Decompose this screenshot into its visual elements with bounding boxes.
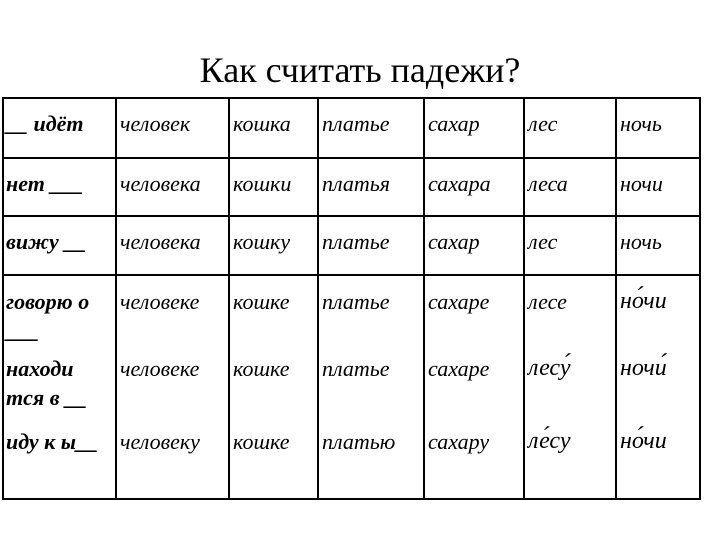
table-cell: ночь [616,98,700,158]
table-cell: платью [318,418,424,499]
table-cell: лес [524,98,616,158]
table-cell: человеке [116,275,229,345]
table-cell: человеке [116,345,229,418]
table-cell: ночи [616,158,700,216]
table-cell: платье [318,216,424,275]
table-cell: кошку [229,216,318,275]
table-cell: сахаре [424,345,524,418]
table-cell: платья [318,158,424,216]
slide-title: Как считать падежи? [199,50,521,90]
table-cell: кошке [229,275,318,345]
table-cell: но́чи [616,275,700,345]
table-cell: сахар [424,98,524,158]
table-cell: человек [116,98,229,158]
case-question: нет ___ [3,158,116,216]
table-cell: лесе [524,275,616,345]
table-cell: лес [524,216,616,275]
table-cell: ночи́ [616,345,700,418]
table-row [3,158,700,216]
table-cell: человеку [116,418,229,499]
table-cell: сахара [424,158,524,216]
table-row [3,275,700,345]
table-cell: человека [116,216,229,275]
table-cell: кошка [229,98,318,158]
table-row [3,418,700,499]
case-question: говорю о ___ [3,275,116,345]
table-cell: лесу́ [524,345,616,418]
table-row [3,345,700,418]
cases-table [2,97,701,500]
table-cell: сахару [424,418,524,499]
table-cell: платье [318,98,424,158]
table-row [3,216,700,275]
table-cell: сахаре [424,275,524,345]
table-row [3,98,700,158]
table-cell: кошки [229,158,318,216]
table-cell: сахар [424,216,524,275]
table-cell: человека [116,158,229,216]
table-cell: платье [318,345,424,418]
table-cell: ле́су [524,418,616,499]
table-cell: кошке [229,345,318,418]
case-question: иду к ы__ [3,418,116,499]
case-question: вижу __ [3,216,116,275]
case-question: __ идёт [3,98,116,158]
table-cell: кошке [229,418,318,499]
table-cell: но́чи [616,418,700,499]
case-question: находи тся в __ [3,345,116,418]
table-cell: платье [318,275,424,345]
table-cell: ночь [616,216,700,275]
table-cell: леса [524,158,616,216]
